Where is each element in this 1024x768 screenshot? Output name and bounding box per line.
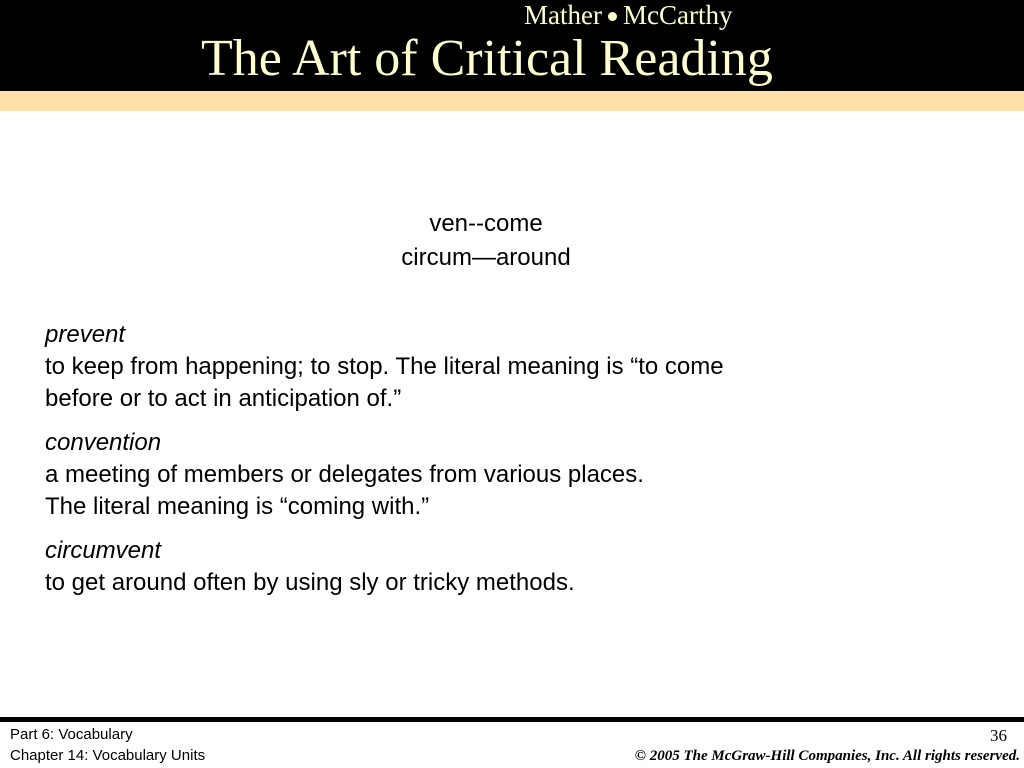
footer-section bbox=[10, 724, 205, 766]
term: convention bbox=[45, 429, 162, 456]
word-roots bbox=[0, 207, 972, 275]
entry-circumvent bbox=[45, 535, 945, 599]
copyright-notice: © 2005 The McGraw-Hill Companies, Inc. All rights reserved. bbox=[634, 748, 1020, 764]
definition-line: to get around often by using sly or tricky methods. bbox=[45, 569, 575, 596]
entry-convention bbox=[45, 427, 945, 523]
root-ven: ven--come bbox=[429, 210, 543, 237]
header-stripe bbox=[0, 91, 1024, 111]
page-number: 36 bbox=[990, 726, 1007, 745]
author-mccarthy: McCarthy bbox=[622, 0, 733, 30]
definition-line: before or to act in anticipation of.” bbox=[45, 385, 402, 412]
bullet-icon bbox=[608, 12, 617, 21]
book-title: The Art of Critical Reading bbox=[201, 30, 773, 87]
term: circumvent bbox=[45, 537, 162, 564]
definition-line: a meeting of members or delegates from various places. bbox=[45, 461, 644, 488]
vocabulary-entries bbox=[45, 319, 945, 611]
footer-chapter: Chapter 14: Vocabulary Units bbox=[10, 747, 206, 764]
root-circum: circum—around bbox=[401, 244, 571, 271]
footer-divider bbox=[0, 717, 1024, 722]
definition-line: to keep from happening; to stop. The literal meaning is “to come bbox=[45, 353, 724, 380]
definition-line: The literal meaning is “coming with.” bbox=[45, 493, 430, 520]
author-mather: Mather bbox=[524, 0, 602, 30]
entry-prevent bbox=[45, 319, 945, 415]
header-bar bbox=[0, 0, 1024, 91]
term: prevent bbox=[45, 321, 126, 348]
footer-part: Part 6: Vocabulary bbox=[10, 726, 133, 743]
authors bbox=[524, 0, 732, 30]
